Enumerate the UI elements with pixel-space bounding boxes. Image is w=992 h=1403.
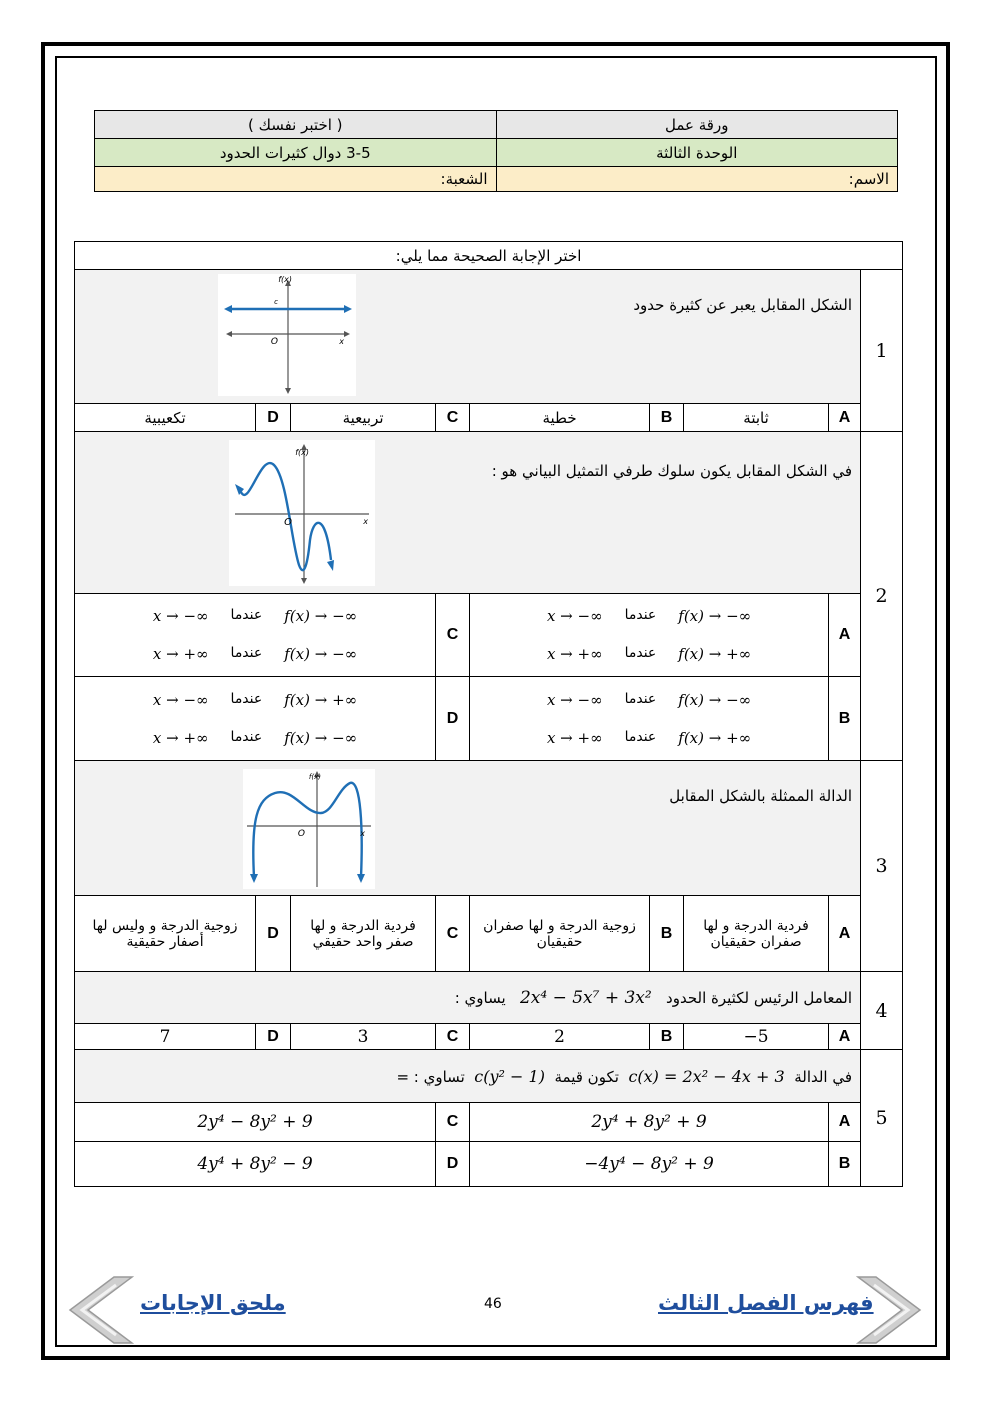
option-c[interactable]: 2y⁴ − 8y² + 9 (75, 1103, 436, 1142)
option-letter-b: B (650, 404, 684, 432)
option-letter-b: B (650, 896, 684, 972)
question-text: المعامل الرئيس لكثيرة الحدود (666, 988, 853, 1007)
question-text: الشكل المقابل يعبر عن كثيرة حدود (633, 296, 853, 314)
option-letter-b: B (829, 677, 861, 761)
option-d[interactable]: تكعيبية (75, 404, 256, 432)
option-letter-c: C (436, 1024, 470, 1050)
graph-label-fx: f(x) (308, 773, 321, 781)
graph-label-fx: f(x) (295, 448, 309, 457)
option-a[interactable]: −5 (684, 1024, 829, 1050)
polynomial: 2x⁴ − 5x⁷ + 3x² (519, 987, 652, 1008)
worksheet-label: ورقة عمل (496, 111, 898, 139)
instruction: اختر الإجابة الصحيحة مما يلي: (75, 242, 903, 270)
question-text: في الدالة (794, 1067, 853, 1086)
option-d[interactable]: 7 (75, 1024, 256, 1050)
constant-function-graph (218, 274, 356, 396)
chapter-index-arrow[interactable] (856, 1275, 924, 1345)
polynomial-graph (243, 769, 375, 889)
question-text-mid: تكون قيمة (554, 1067, 619, 1086)
question-number: 2 (861, 432, 903, 761)
option-letter-d: D (436, 677, 470, 761)
question-number: 4 (861, 972, 903, 1050)
graph-label-x: x (360, 829, 365, 838)
graph-label-x: x (363, 517, 368, 526)
option-b[interactable]: 2 (470, 1024, 650, 1050)
test-yourself-label: ( اختبر نفسك ) (95, 111, 497, 139)
option-a[interactable]: فردية الدرجة و لها صفران حقيقيان (684, 896, 829, 972)
option-letter-a: A (829, 404, 861, 432)
option-letter-b: B (650, 1024, 684, 1050)
question-text: الدالة الممثلة بالشكل المقابل (669, 787, 853, 805)
graph-label-c: c (274, 298, 278, 306)
question-stem (75, 761, 861, 896)
lesson-label: 3-5 دوال كثيرات الحدود (95, 139, 497, 167)
option-letter-c: C (436, 404, 470, 432)
function-argument: c(y² − 1) (474, 1066, 545, 1086)
graph-label-origin: O (297, 829, 305, 839)
unit-label: الوحدة الثالثة (496, 139, 898, 167)
option-d[interactable]: زوجية الدرجة و وليس لها أصفار حقيقية (75, 896, 256, 972)
question-number: 3 (861, 761, 903, 972)
option-c[interactable]: 3 (291, 1024, 436, 1050)
option-b[interactable]: زوجية الدرجة و لها صفران حقيقيان (470, 896, 650, 972)
option-letter-d: D (256, 404, 291, 432)
question-text-tail: يساوي : (454, 988, 506, 1007)
questions-table (74, 241, 903, 1187)
graph-label-fx: f(x) (278, 275, 292, 284)
option-a[interactable]: ثابتة (684, 404, 829, 432)
question-text: في الشكل المقابل يكون سلوك طرفي التمثيل البياني هو : (491, 462, 853, 480)
question-number: 1 (861, 270, 903, 432)
option-b[interactable]: −4y⁴ − 8y² + 9 (470, 1142, 829, 1187)
option-letter-b: B (829, 1142, 861, 1187)
section-field[interactable]: الشعبة: (95, 167, 497, 192)
option-letter-a: A (829, 896, 861, 972)
option-letter-d: D (256, 896, 291, 972)
question-stem (75, 1050, 861, 1103)
option-d[interactable]: 4y⁴ + 8y² − 9 (75, 1142, 436, 1187)
option-b[interactable]: f(x) → −∞ عندما x → −∞ f(x) → +∞ عندما x → +∞ (470, 677, 829, 761)
graph-label-origin: O (270, 337, 278, 347)
option-c[interactable]: تربيعية (291, 404, 436, 432)
option-letter-d: D (256, 1024, 291, 1050)
graph-label-origin: O (284, 517, 292, 528)
answers-appendix-arrow[interactable] (66, 1275, 134, 1345)
question-text-tail: تساوي : = (396, 1067, 465, 1086)
question-number: 5 (861, 1050, 903, 1187)
option-letter-a: A (829, 1103, 861, 1142)
worksheet-header (94, 110, 898, 192)
polynomial-graph (229, 440, 375, 586)
answers-appendix-link[interactable]: ملحق الإجابات (140, 1291, 286, 1315)
option-letter-a: A (829, 594, 861, 677)
option-b[interactable]: خطية (470, 404, 650, 432)
option-letter-a: A (829, 1024, 861, 1050)
option-c[interactable]: فردية الدرجة و لها صفر واحد حقيقي (291, 896, 436, 972)
question-stem (75, 972, 861, 1024)
right-arrow-icon (856, 1275, 924, 1345)
option-letter-c: C (436, 1103, 470, 1142)
graph-label-x: x (339, 337, 344, 346)
option-a[interactable]: 2y⁴ + 8y² + 9 (470, 1103, 829, 1142)
chapter-index-link[interactable]: فهرس الفصل الثالث (658, 1291, 874, 1315)
option-letter-d: D (436, 1142, 470, 1187)
option-c[interactable]: f(x) → −∞ عندما x → −∞ f(x) → −∞ عندما x → +∞ (75, 594, 436, 677)
option-d[interactable]: f(x) → +∞ عندما x → −∞ f(x) → −∞ عندما x → +∞ (75, 677, 436, 761)
page-number: 46 (484, 1296, 502, 1312)
option-letter-c: C (436, 896, 470, 972)
option-letter-c: C (436, 594, 470, 677)
left-arrow-icon (66, 1275, 134, 1345)
question-stem (75, 270, 861, 404)
option-a[interactable]: f(x) → −∞ عندما x → −∞ f(x) → +∞ عندما x → +∞ (470, 594, 829, 677)
function-definition: c(x) = 2x² − 4x + 3 (628, 1066, 785, 1086)
name-field[interactable]: الاسم: (496, 167, 898, 192)
question-stem (75, 432, 861, 594)
